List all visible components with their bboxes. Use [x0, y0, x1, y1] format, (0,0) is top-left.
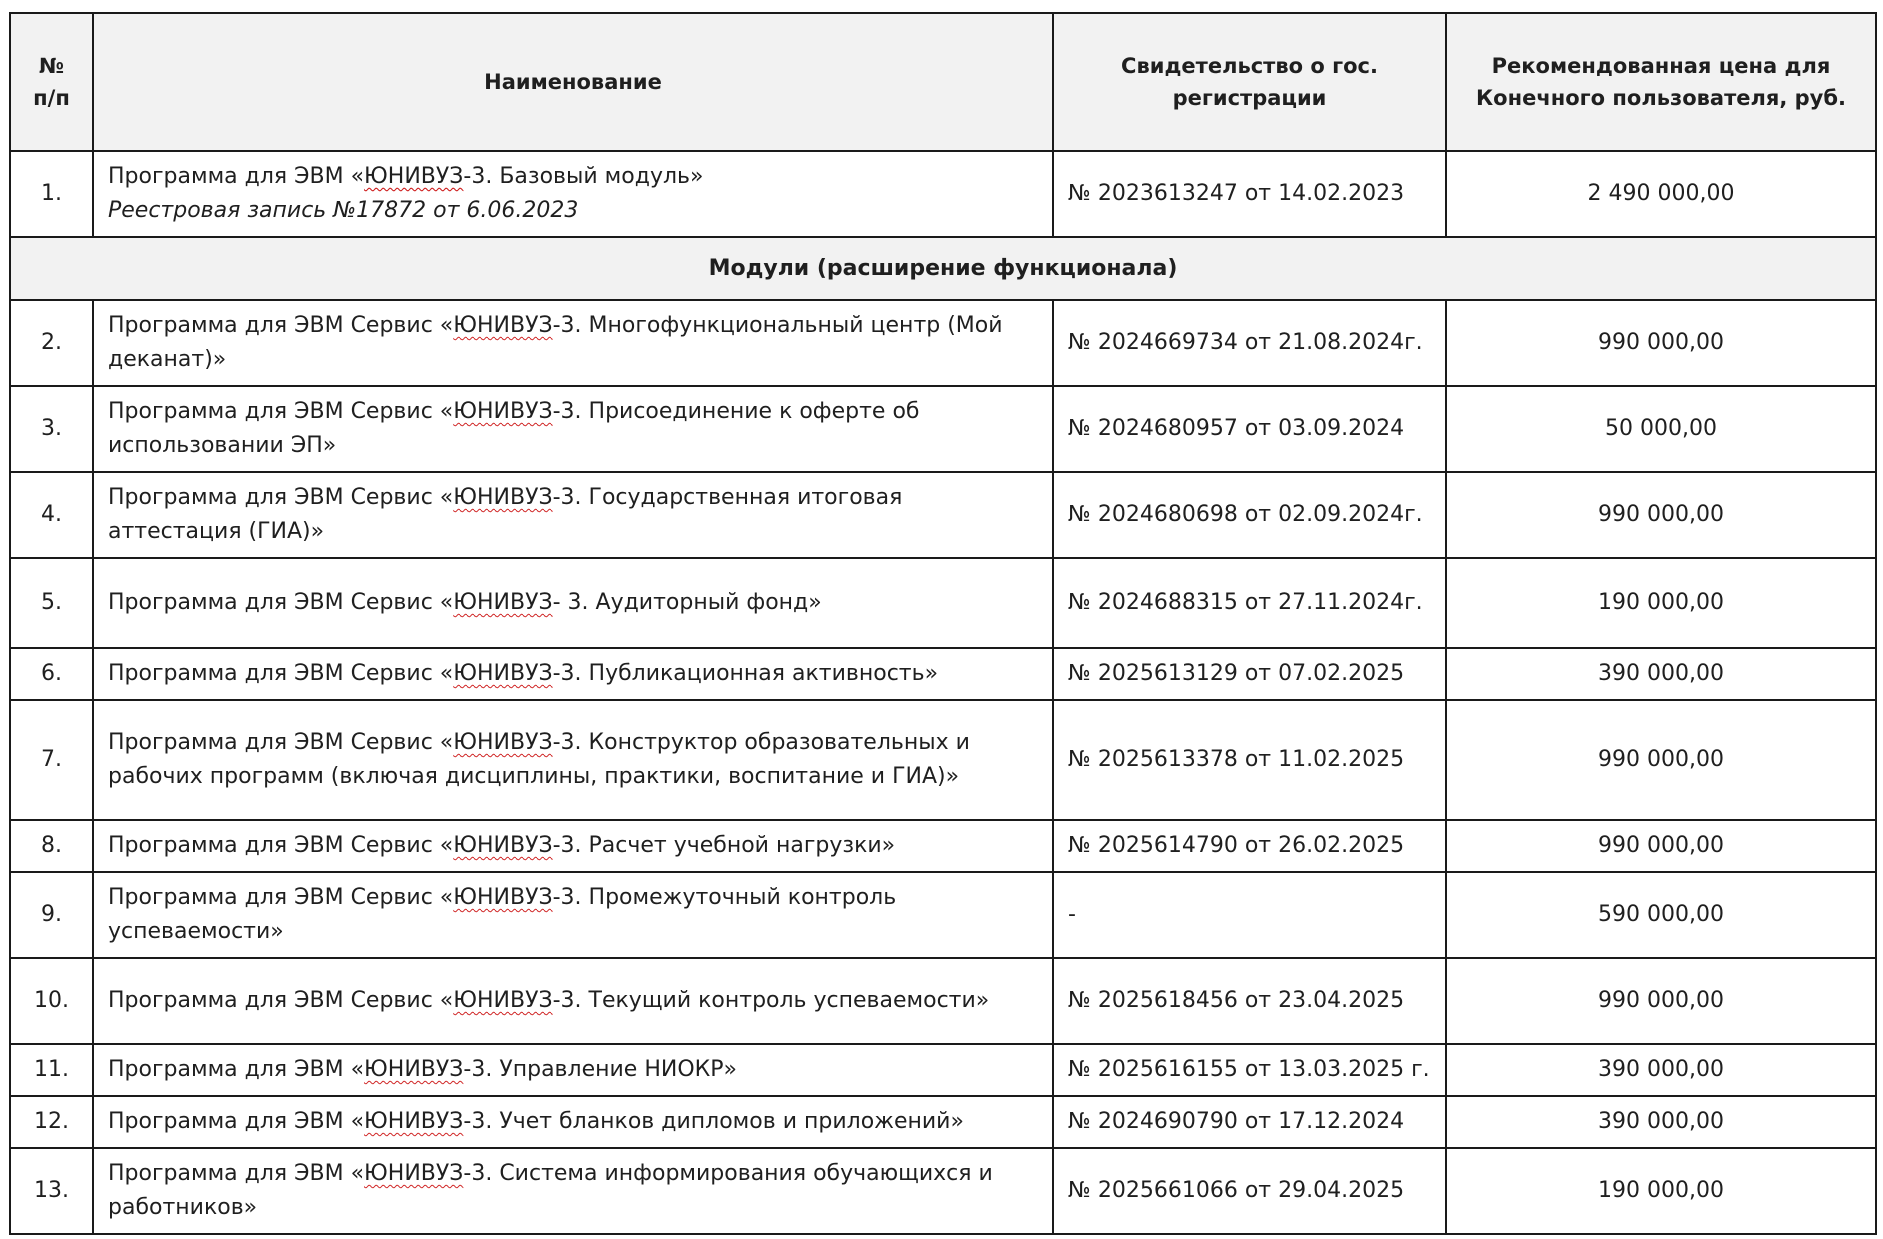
row-num: 3.: [10, 386, 93, 472]
row-price: 190 000,00: [1446, 558, 1876, 648]
row-registration: № 2025616155 от 13.03.2025 г.: [1053, 1044, 1446, 1096]
row-price: 2 490 000,00: [1446, 151, 1876, 237]
spellcheck-mark: ЮНИВУЗ: [364, 164, 464, 189]
row-name: Программа для ЭВМ Сервис «ЮНИВУЗ-3. Публикационная активность»: [93, 648, 1053, 700]
table-row: [10, 558, 1876, 648]
row-registration: № 2024680698 от 02.09.2024г.: [1053, 472, 1446, 558]
table-row: [10, 151, 1876, 237]
table-row: [10, 472, 1876, 558]
table-row: [10, 1044, 1876, 1096]
row-registration: № 2025614790 от 26.02.2025: [1053, 820, 1446, 872]
row-price: 590 000,00: [1446, 872, 1876, 958]
row-registration: № 2024680957 от 03.09.2024: [1053, 386, 1446, 472]
row-num: 4.: [10, 472, 93, 558]
row-registration: № 2025613378 от 11.02.2025: [1053, 700, 1446, 820]
row-price: 390 000,00: [1446, 1096, 1876, 1148]
row-price: 390 000,00: [1446, 1044, 1876, 1096]
row-registration: № 2025661066 от 29.04.2025: [1053, 1148, 1446, 1234]
row-name: Программа для ЭВМ «ЮНИВУЗ-3. Система информирования обучающихся и работников»: [93, 1148, 1053, 1234]
row-name: Программа для ЭВМ Сервис «ЮНИВУЗ-3. Присоединение к оферте об использовании ЭП»: [93, 386, 1053, 472]
table-body: [10, 151, 1876, 1234]
row-name-text: Программа для ЭВМ «ЮНИВУЗ-3. Базовый модуль»: [108, 164, 704, 189]
table-row: [10, 386, 1876, 472]
row-name: Программа для ЭВМ Сервис «ЮНИВУЗ-3. Промежуточный контроль успеваемости»: [93, 872, 1053, 958]
spellcheck-mark: ЮНИВУЗ: [453, 590, 553, 615]
row-num: 8.: [10, 820, 93, 872]
row-name: Программа для ЭВМ Сервис «ЮНИВУЗ-3. Текущий контроль успеваемости»: [93, 958, 1053, 1044]
table-row: [10, 700, 1876, 820]
row-name: Программа для ЭВМ Сервис «ЮНИВУЗ-3. Государственная итоговая аттестация (ГИА)»: [93, 472, 1053, 558]
header-num: № п/п: [10, 13, 93, 151]
table-row: [10, 958, 1876, 1044]
table-row: [10, 1096, 1876, 1148]
row-price: 990 000,00: [1446, 700, 1876, 820]
section-header-row: [10, 237, 1876, 300]
row-price: 190 000,00: [1446, 1148, 1876, 1234]
row-price: 390 000,00: [1446, 648, 1876, 700]
spellcheck-mark: ЮНИВУЗ: [453, 399, 553, 424]
spellcheck-mark: [364, 164, 463, 189]
row-name: Программа для ЭВМ Сервис «ЮНИВУЗ-3. Конструктор образовательных и рабочих программ (включая дисциплины, практики, воспитание и ГИА)»: [93, 700, 1053, 820]
row-registration: № 2024690790 от 17.12.2024: [1053, 1096, 1446, 1148]
row-num: 9.: [10, 872, 93, 958]
row-name: Программа для ЭВМ «ЮНИВУЗ-3. Учет бланков дипломов и приложений»: [93, 1096, 1053, 1148]
row-registration: -: [1053, 872, 1446, 958]
spellcheck-mark: ЮНИВУЗ: [453, 730, 553, 755]
spellcheck-mark: ЮНИВУЗ: [364, 1109, 464, 1134]
row-num: 13.: [10, 1148, 93, 1234]
spellcheck-mark: ЮНИВУЗ: [453, 885, 553, 910]
table-header-row: [10, 13, 1876, 151]
section-title: Модули (расширение функционала): [10, 237, 1876, 300]
row-num: 5.: [10, 558, 93, 648]
row-num: 7.: [10, 700, 93, 820]
row-num: 1.: [10, 151, 93, 237]
row-price: 990 000,00: [1446, 472, 1876, 558]
registry-entry: Реестровая запись №17872 от 6.06.2023: [108, 198, 579, 223]
row-registration: № 2023613247 от 14.02.2023: [1053, 151, 1446, 237]
header-name: Наименование: [93, 13, 1053, 151]
table-row: [10, 648, 1876, 700]
row-name: Программа для ЭВМ Сервис «ЮНИВУЗ- 3. Аудиторный фонд»: [93, 558, 1053, 648]
row-price: 990 000,00: [1446, 820, 1876, 872]
row-price: 990 000,00: [1446, 958, 1876, 1044]
header-registration: Свидетельство о гос. регистрации: [1053, 13, 1446, 151]
spellcheck-mark: ЮНИВУЗ: [453, 661, 553, 686]
row-name: Программа для ЭВМ Сервис «ЮНИВУЗ-3. Расчет учебной нагрузки»: [93, 820, 1053, 872]
spellcheck-mark: ЮНИВУЗ: [453, 313, 553, 338]
row-registration: № 2025618456 от 23.04.2025: [1053, 958, 1446, 1044]
spellcheck-mark: ЮНИВУЗ: [453, 833, 553, 858]
row-registration: № 2024669734 от 21.08.2024г.: [1053, 300, 1446, 386]
row-name: [93, 151, 1053, 237]
table-row: [10, 1148, 1876, 1234]
row-num: 11.: [10, 1044, 93, 1096]
row-num: 6.: [10, 648, 93, 700]
table-row: [10, 872, 1876, 958]
spellcheck-mark: ЮНИВУЗ: [453, 485, 553, 510]
row-num: 12.: [10, 1096, 93, 1148]
spellcheck-mark: ЮНИВУЗ: [364, 1057, 464, 1082]
row-price: 50 000,00: [1446, 386, 1876, 472]
row-registration: № 2025613129 от 07.02.2025: [1053, 648, 1446, 700]
spellcheck-mark: ЮНИВУЗ: [453, 988, 553, 1013]
row-price: 990 000,00: [1446, 300, 1876, 386]
header-price: Рекомендованная цена для Конечного пользователя, руб.: [1446, 13, 1876, 151]
table-row: [10, 820, 1876, 872]
price-table: [9, 12, 1877, 1235]
row-num: 2.: [10, 300, 93, 386]
table-row: [10, 300, 1876, 386]
row-name: Программа для ЭВМ «ЮНИВУЗ-3. Управление НИОКР»: [93, 1044, 1053, 1096]
row-num: 10.: [10, 958, 93, 1044]
row-name: Программа для ЭВМ Сервис «ЮНИВУЗ-3. Многофункциональный центр (Мой деканат)»: [93, 300, 1053, 386]
spellcheck-mark: ЮНИВУЗ: [364, 1161, 464, 1186]
row-registration: № 2024688315 от 27.11.2024г.: [1053, 558, 1446, 648]
